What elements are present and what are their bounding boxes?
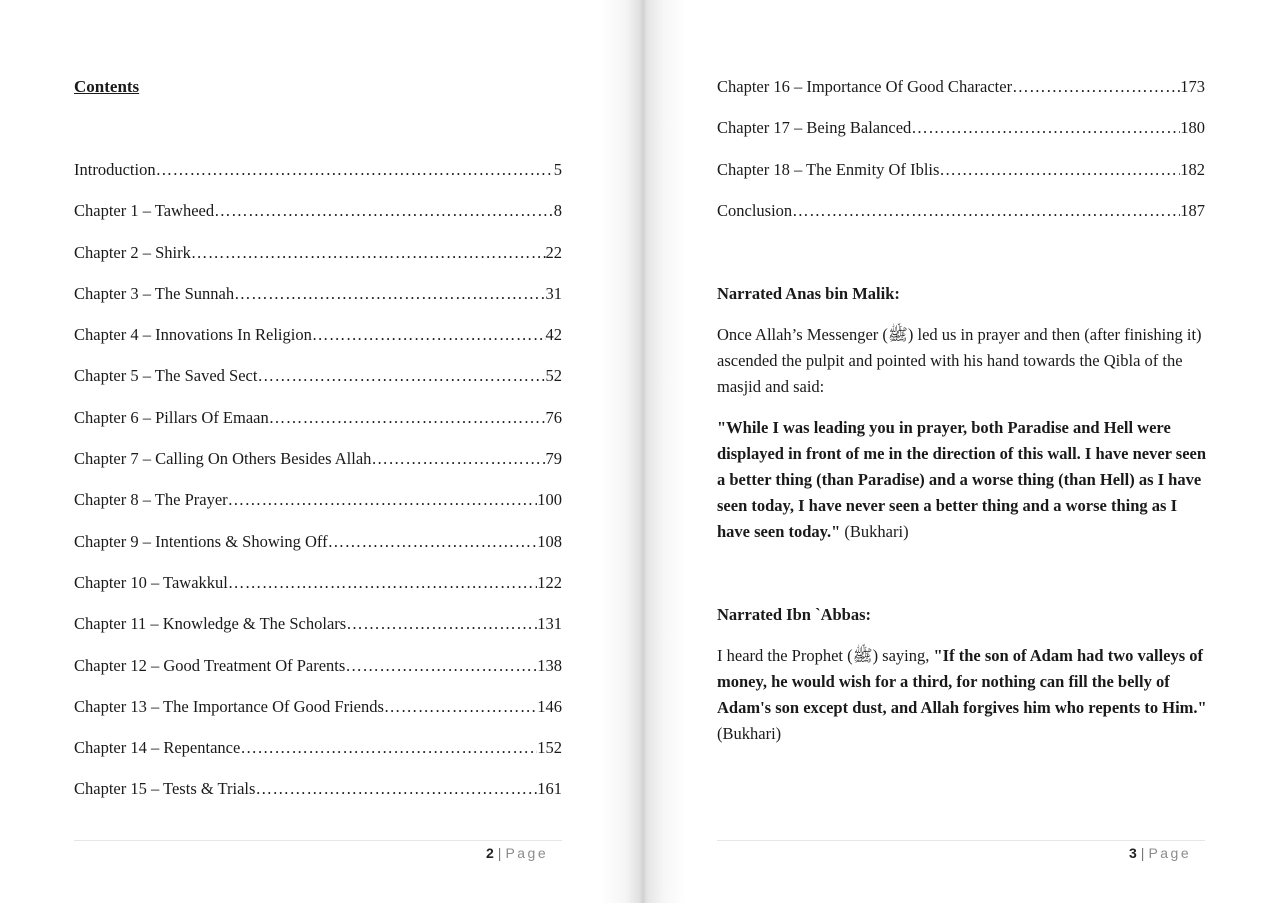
toc-chapter-title: Chapter 1 – Tawheed — [74, 201, 215, 221]
toc-entry — [74, 532, 562, 573]
toc-entry — [717, 118, 1205, 159]
toc-chapter-title: Introduction — [74, 160, 156, 179]
toc-chapter-title: Chapter 3 – The Sunnah — [74, 283, 235, 303]
book-gutter-shadow — [600, 0, 686, 903]
footer-separator: | — [1140, 845, 1146, 861]
toc-chapter-title: Chapter 8 – The Prayer — [74, 490, 228, 510]
toc-page-number: 122 — [537, 572, 562, 592]
toc-page-number: 152 — [537, 738, 562, 758]
toc-chapter-title: Chapter 17 – Being Balanced — [717, 118, 912, 138]
toc-entry — [74, 243, 562, 284]
toc-page-number: 187 — [1180, 200, 1205, 220]
footer-page-word: Page — [1148, 845, 1192, 861]
table-of-contents-right — [717, 77, 1205, 242]
hadith-1-quote: "While I was leading you in prayer, both Paradise and Hell were displayed in front of me in the direction of this wall. I have never seen a better thing (than Paradise) and a worse thing (than Hell) as I have seen today, I have never seen a better thing and a worse thing as I have seen today." — [717, 418, 1207, 541]
hadith-2-intro: I heard the Prophet (ﷺ) saying, — [717, 646, 934, 665]
toc-leader-dots — [257, 366, 545, 386]
toc-chapter-title: Chapter 2 – Shirk — [74, 242, 191, 262]
toc-page-number: 76 — [545, 407, 562, 427]
toc-page-number: 108 — [537, 531, 562, 551]
toc-entry — [74, 325, 562, 366]
toc-leader-dots — [328, 532, 538, 552]
toc-leader-dots — [228, 573, 537, 593]
toc-entry — [74, 697, 562, 738]
contents-title: Contents — [74, 77, 140, 96]
toc-leader-dots — [371, 449, 545, 469]
toc-leader-dots — [269, 408, 546, 428]
toc-page-number: 173 — [1180, 77, 1205, 96]
footer-rule-left — [74, 840, 562, 841]
toc-entry — [74, 408, 562, 449]
toc-chapter-title: Chapter 6 – Pillars Of Emaan — [74, 407, 269, 427]
toc-entry — [74, 573, 562, 614]
toc-chapter-title: Chapter 15 – Tests & Trials — [74, 779, 256, 799]
toc-entry — [74, 160, 562, 201]
toc-leader-dots — [346, 614, 537, 634]
page-footer-right — [1129, 845, 1191, 861]
hadith-2-text — [717, 643, 1211, 747]
toc-page-number: 79 — [545, 449, 562, 469]
toc-page-number: 31 — [545, 283, 562, 303]
toc-chapter-title: Chapter 7 – Calling On Others Besides Allah — [74, 449, 372, 469]
toc-chapter-title: Chapter 12 – Good Treatment Of Parents — [74, 655, 346, 675]
toc-entry — [74, 656, 562, 697]
footer-page-word: Page — [505, 845, 549, 861]
toc-leader-dots — [255, 779, 537, 799]
toc-leader-dots — [939, 160, 1180, 180]
table-of-contents-left — [74, 160, 562, 821]
toc-entry — [74, 779, 562, 820]
left-page — [0, 0, 636, 903]
toc-entry — [74, 449, 562, 490]
toc-page-number: 22 — [545, 242, 562, 262]
toc-leader-dots — [240, 738, 537, 758]
toc-page-number: 8 — [553, 201, 562, 221]
toc-chapter-title: Chapter 4 – Innovations In Religion — [74, 325, 312, 345]
toc-entry — [717, 77, 1205, 118]
toc-page-number: 42 — [545, 325, 562, 345]
toc-chapter-title: Chapter 18 – The Enmity Of Iblis — [717, 159, 940, 179]
toc-chapter-title: Chapter 10 – Tawakkul — [74, 572, 228, 592]
toc-leader-dots — [156, 160, 554, 180]
toc-leader-dots — [228, 490, 538, 510]
toc-leader-dots — [911, 118, 1180, 138]
toc-entry — [74, 614, 562, 655]
footer-rule-right — [717, 840, 1205, 841]
hadith-2-heading: Narrated Ibn `Abbas: — [717, 605, 872, 624]
toc-leader-dots — [191, 243, 546, 263]
footer-separator: | — [497, 845, 503, 861]
page-number: 2 — [486, 845, 495, 861]
toc-leader-dots — [345, 656, 537, 676]
toc-chapter-title: Chapter 16 – Importance Of Good Character — [717, 77, 1013, 96]
toc-leader-dots — [1012, 77, 1180, 97]
toc-chapter-title: Chapter 13 – The Importance Of Good Friends — [74, 696, 384, 716]
toc-entry — [74, 366, 562, 407]
hadith-2-source: (Bukhari) — [717, 724, 782, 743]
page-footer-left — [486, 845, 548, 861]
toc-entry — [74, 284, 562, 325]
hadith-2-quote: "If the son of Adam had two valleys of money, he would wish for a third, for nothing can fill the belly of Adam's son except dust, and Allah forgives him who repents to Him." — [717, 646, 1207, 717]
toc-chapter-title: Conclusion — [717, 200, 793, 220]
toc-chapter-title: Chapter 5 – The Saved Sect — [74, 366, 258, 386]
toc-chapter-title: Chapter 9 – Intentions & Showing Off — [74, 531, 328, 551]
toc-entry — [717, 160, 1205, 201]
toc-page-number: 131 — [537, 614, 562, 634]
hadith-1-intro: Once Allah’s Messenger (ﷺ) led us in prayer and then (after finishing it) ascended the pulpit and pointed with his hand towards the Qibla of the masjid and said: — [717, 325, 1202, 396]
toc-entry — [717, 201, 1205, 242]
toc-leader-dots — [312, 325, 546, 345]
toc-page-number: 52 — [545, 366, 562, 386]
toc-page-number: 5 — [553, 160, 562, 179]
page-number: 3 — [1129, 845, 1138, 861]
toc-page-number: 146 — [537, 696, 562, 716]
toc-leader-dots — [234, 284, 545, 304]
toc-leader-dots — [384, 697, 537, 717]
toc-chapter-title: Chapter 14 – Repentance — [74, 738, 241, 758]
hadith-1-text — [717, 415, 1211, 545]
toc-page-number: 182 — [1180, 159, 1205, 179]
hadith-1-source: (Bukhari) — [840, 522, 909, 541]
toc-leader-dots — [792, 201, 1180, 221]
toc-page-number: 180 — [1180, 118, 1205, 138]
toc-page-number: 138 — [537, 655, 562, 675]
toc-entry — [74, 738, 562, 779]
hadith-1-heading: Narrated Anas bin Malik: — [717, 284, 900, 303]
toc-leader-dots — [214, 201, 554, 221]
toc-page-number: 100 — [537, 490, 562, 510]
toc-page-number: 161 — [537, 779, 562, 799]
toc-chapter-title: Chapter 11 – Knowledge & The Scholars — [74, 614, 347, 634]
toc-entry — [74, 490, 562, 531]
toc-entry — [74, 201, 562, 242]
